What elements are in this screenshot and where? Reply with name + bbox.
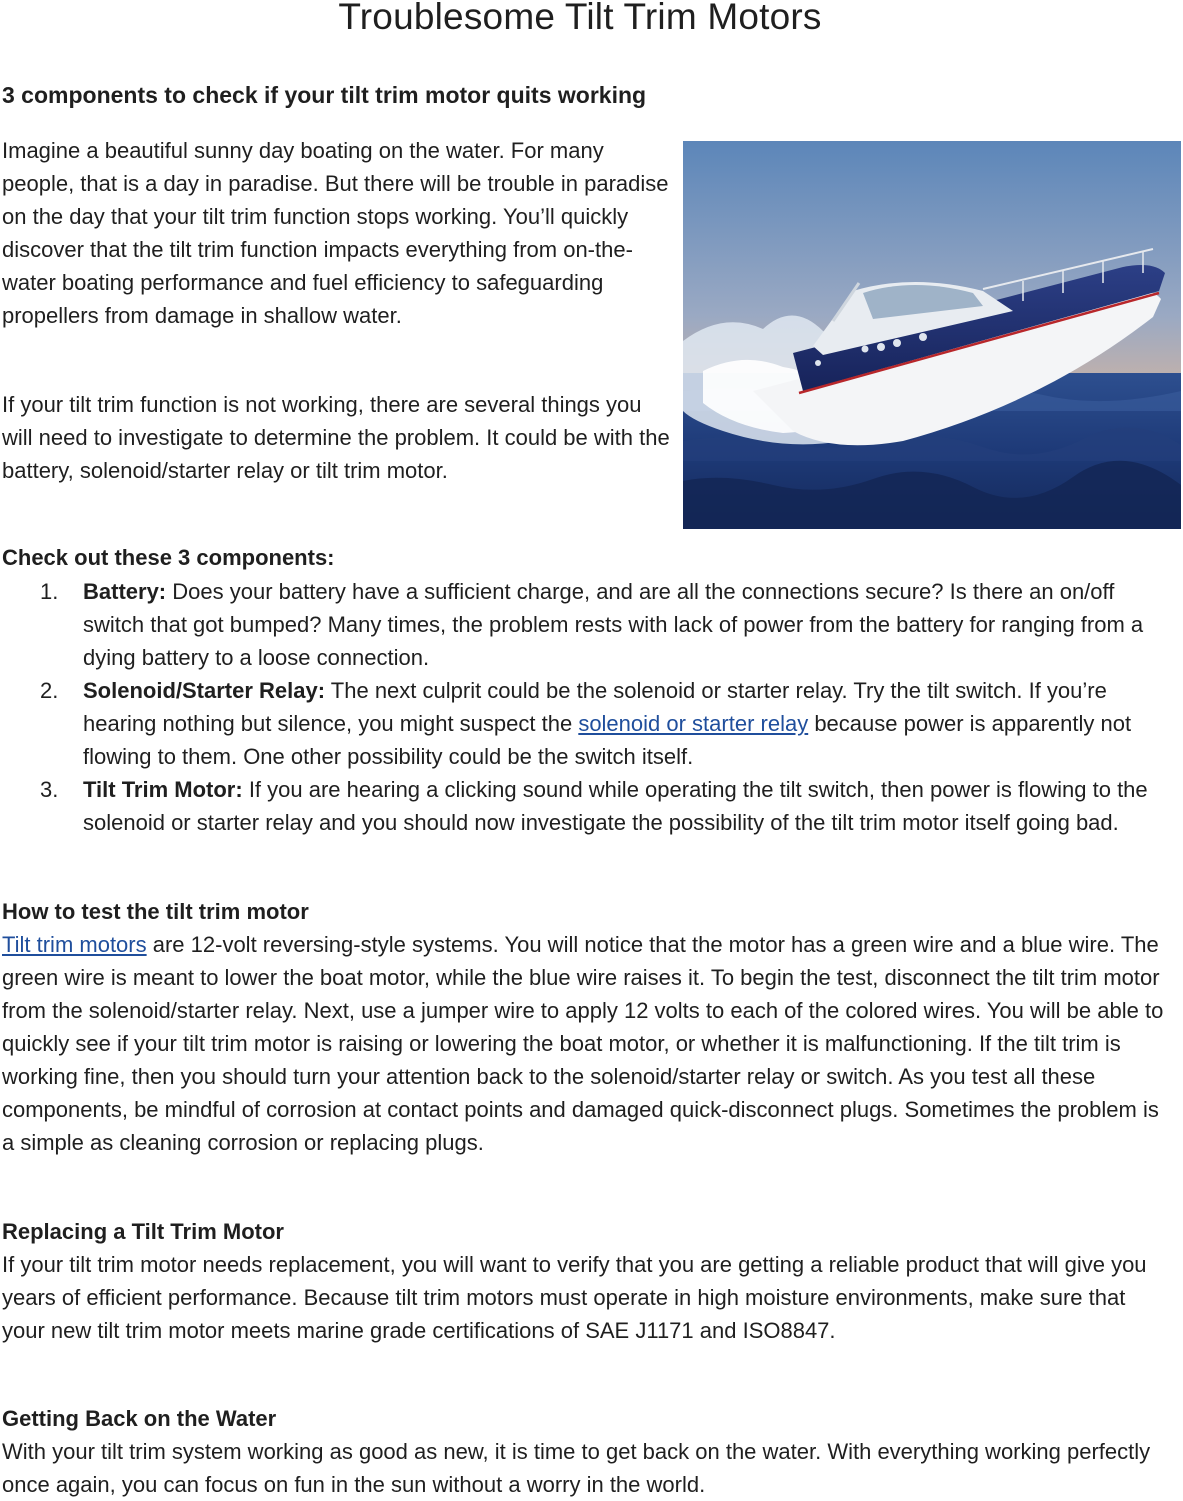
back-paragraph: With your tilt trim system working as good as new, it is time to get back on the water. With everything working perfectly once again, you can focus on fun in the sun without a worry in the world.: [2, 1439, 1151, 1497]
item-text: If you are hearing a clicking sound while operating the tilt switch, then power is flowing to the solenoid or starter relay and you should now investigate the possibility of the tilt trim motor itself going bad.: [83, 777, 1148, 835]
page-title: Troublesome Tilt Trim Motors: [338, 0, 822, 37]
intro-paragraph-1: Imagine a beautiful sunny day boating on the water. For many people, that is a day in paradise. But there will be trouble in paradise on the day that your tilt trim function stops working. You’ll quickly discover that the tilt trim function impacts everything from on-the-water boating performance and fuel efficiency to safeguarding propellers from damage in shallow water.: [2, 138, 669, 328]
item-text-after: because power is apparently not flowing to them. One other possibility could be the switch itself.: [83, 711, 1132, 769]
speedboat-illustration: [683, 141, 1181, 529]
replace-heading: Replacing a Tilt Trim Motor: [2, 1219, 284, 1244]
item-text: The next culprit could be the solenoid or starter relay. Try the tilt switch. If you’re hearing nothing but silence, you might suspect the: [83, 678, 1107, 736]
item-label: Solenoid/Starter Relay:: [83, 678, 326, 703]
list-item-solenoid: [2, 674, 1162, 773]
list-number: 3.: [40, 777, 59, 802]
item-text: Does your battery have a sufficient charge, and are all the connections secure? Is there an on/off switch that got bumped? Many times, the problem rests with lack of power from the battery for ranging from a dying battery to a loose connection.: [83, 579, 1144, 670]
list-number: 1.: [40, 579, 59, 604]
test-text: are 12-volt reversing-style systems. You will notice that the motor has a green wire and a blue wire. The green wire is meant to lower the boat motor, while the blue wire raises it. To begin the test, disconnect the tilt trim motor from the solenoid/starter relay. Next, use a jumper wire to apply 12 volts to each of the colored wires. You will be able to quickly see if your tilt trim motor is raising or lowering the boat motor, or whether it is malfunctioning. If the tilt trim is working fine, then you should turn your attention back to the solenoid/starter relay or switch. As you test all these components, be mindful of corrosion at contact points and damaged quick-disconnect plugs. Sometimes the problem is a simple as cleaning corrosion or replacing plugs.: [2, 932, 1164, 1155]
components-list: [2, 575, 1162, 839]
back-heading: Getting Back on the Water: [2, 1406, 277, 1431]
list-number: 2.: [40, 678, 59, 703]
list-item-battery: [2, 575, 1162, 674]
speedboat-photo: [683, 141, 1181, 529]
checklist-heading: Check out these 3 components:: [2, 545, 335, 570]
article-subtitle: 3 components to check if your tilt trim motor quits working: [2, 82, 647, 108]
item-label: Battery:: [83, 579, 167, 604]
item-label: Tilt Trim Motor:: [83, 777, 243, 802]
replace-paragraph: If your tilt trim motor needs replacement, you will want to verify that you are getting a reliable product that will give you years of efficient performance. Because tilt trim motors must operate in high moisture environments, make sure that your new tilt trim motor meets marine grade certifications of SAE J1171 and ISO8847.: [2, 1252, 1147, 1343]
tilt-trim-motors-link[interactable]: Tilt trim motors: [2, 932, 147, 957]
solenoid-relay-link[interactable]: solenoid or starter relay: [578, 711, 809, 736]
intro-paragraph-2: If your tilt trim function is not working, there are several things you will need to investigate to determine the problem. It could be with the battery, solenoid/starter relay or tilt trim motor.: [2, 392, 670, 483]
test-paragraph: [2, 928, 1167, 1159]
test-heading: How to test the tilt trim motor: [2, 899, 309, 924]
list-item-tilt-trim-motor: [2, 773, 1162, 839]
